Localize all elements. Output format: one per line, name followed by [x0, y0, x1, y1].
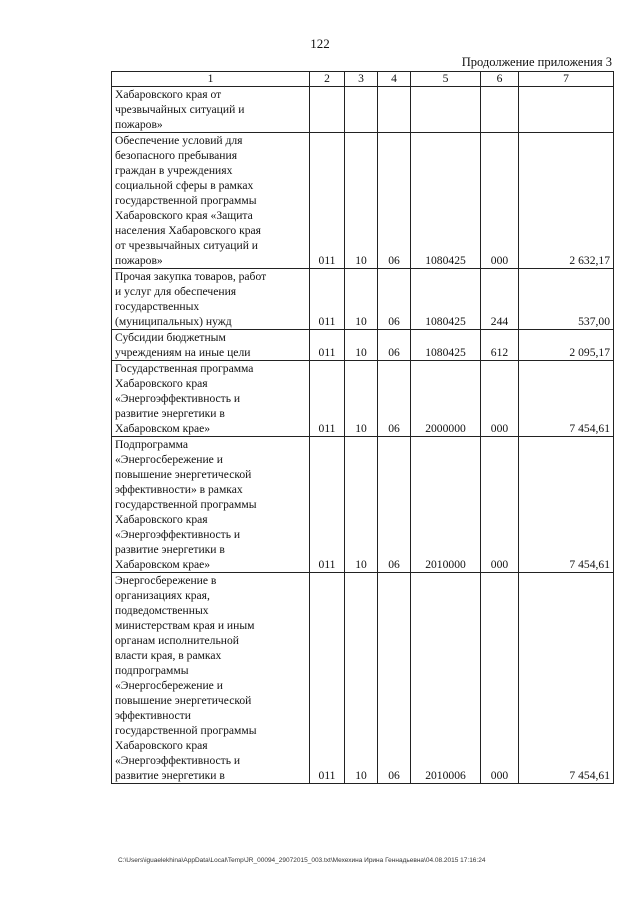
cell-col3: 10	[345, 269, 378, 330]
cell-amount: 7 454,61	[519, 361, 614, 437]
budget-table	[111, 71, 614, 784]
column-header-2: 2	[310, 72, 345, 87]
cell-col2: 011	[310, 573, 345, 784]
column-header-7: 7	[519, 72, 614, 87]
column-header-1: 1	[112, 72, 310, 87]
cell-col5: 2010000	[411, 437, 481, 573]
column-header-3: 3	[345, 72, 378, 87]
cell-col6: 000	[481, 133, 519, 269]
continuation-label: Продолжение приложения 3	[461, 55, 612, 69]
cell-col6: 000	[481, 573, 519, 784]
cell-col4: 06	[378, 330, 411, 361]
cell-col2	[310, 87, 345, 133]
cell-col4: 06	[378, 269, 411, 330]
cell-col2: 011	[310, 330, 345, 361]
cell-col3: 10	[345, 330, 378, 361]
cell-col4: 06	[378, 573, 411, 784]
cell-amount: 2 632,17	[519, 133, 614, 269]
page-number: 122	[310, 36, 330, 51]
table-row	[112, 330, 614, 361]
cell-amount: 7 454,61	[519, 573, 614, 784]
cell-col3: 10	[345, 437, 378, 573]
cell-col6: 000	[481, 361, 519, 437]
table-row	[112, 361, 614, 437]
cell-col2: 011	[310, 361, 345, 437]
cell-col2: 011	[310, 437, 345, 573]
cell-col5: 1080425	[411, 133, 481, 269]
cell-col4: 06	[378, 361, 411, 437]
cell-col3: 10	[345, 133, 378, 269]
header-row	[112, 72, 614, 87]
cell-col6: 244	[481, 269, 519, 330]
cell-name: Прочая закупка товаров, работ и услуг для обеспечения государственных (муниципальных) нужд	[112, 269, 310, 330]
cell-name: Государственная программа Хабаровского края «Энергоэффективность и развитие энергетики в Хабаровском крае»	[112, 361, 310, 437]
table-row	[112, 437, 614, 573]
table-body	[112, 87, 614, 784]
footer-file-path: C:\Users\iguaelekhina\AppData\Local\Temp\JR_00094_29072015_003.txt\Мехехина Ирина Геннадьевна\04.08.2015 17:16:24	[118, 857, 486, 864]
cell-col3: 10	[345, 573, 378, 784]
table-row	[112, 573, 614, 784]
table-row	[112, 269, 614, 330]
cell-col6: 000	[481, 437, 519, 573]
cell-amount: 2 095,17	[519, 330, 614, 361]
cell-col5: 2000000	[411, 361, 481, 437]
cell-col5	[411, 87, 481, 133]
cell-name: Субсидии бюджетным учреждениям на иные цели	[112, 330, 310, 361]
cell-col5: 2010006	[411, 573, 481, 784]
column-header-4: 4	[378, 72, 411, 87]
cell-col2: 011	[310, 133, 345, 269]
cell-col3	[345, 87, 378, 133]
cell-col5: 1080425	[411, 330, 481, 361]
cell-amount: 537,00	[519, 269, 614, 330]
cell-col4	[378, 87, 411, 133]
cell-col6: 612	[481, 330, 519, 361]
column-header-6: 6	[481, 72, 519, 87]
table-row	[112, 133, 614, 269]
table-row	[112, 87, 614, 133]
cell-name: Хабаровского края от чрезвычайных ситуаций и пожаров»	[112, 87, 310, 133]
cell-col4: 06	[378, 133, 411, 269]
cell-name: Подпрограмма «Энергосбережение и повышение энергетической эффективности» в рамках государственной программы Хабаровского края «Энергоэффективность и развитие энергетики в Хабаровском крае»	[112, 437, 310, 573]
cell-amount	[519, 87, 614, 133]
column-header-5: 5	[411, 72, 481, 87]
cell-col2: 011	[310, 269, 345, 330]
cell-name: Обеспечение условий для безопасного пребывания граждан в учреждениях социальной сферы в рамках государственной программы Хабаровского края «Защита населения Хабаровского края от чрезвычайных ситуаций и пожаров»	[112, 133, 310, 269]
cell-col4: 06	[378, 437, 411, 573]
cell-amount: 7 454,61	[519, 437, 614, 573]
cell-name: Энергосбережение в организациях края, подведомственных министерствам края и иным органам исполнительной власти края, в рамках подпрограммы «Энергосбережение и повышение энергетической эффективности государственной программы Хабаровского края «Энергоэффективность и развитие энергетики в	[112, 573, 310, 784]
cell-col6	[481, 87, 519, 133]
cell-col3: 10	[345, 361, 378, 437]
cell-col5: 1080425	[411, 269, 481, 330]
